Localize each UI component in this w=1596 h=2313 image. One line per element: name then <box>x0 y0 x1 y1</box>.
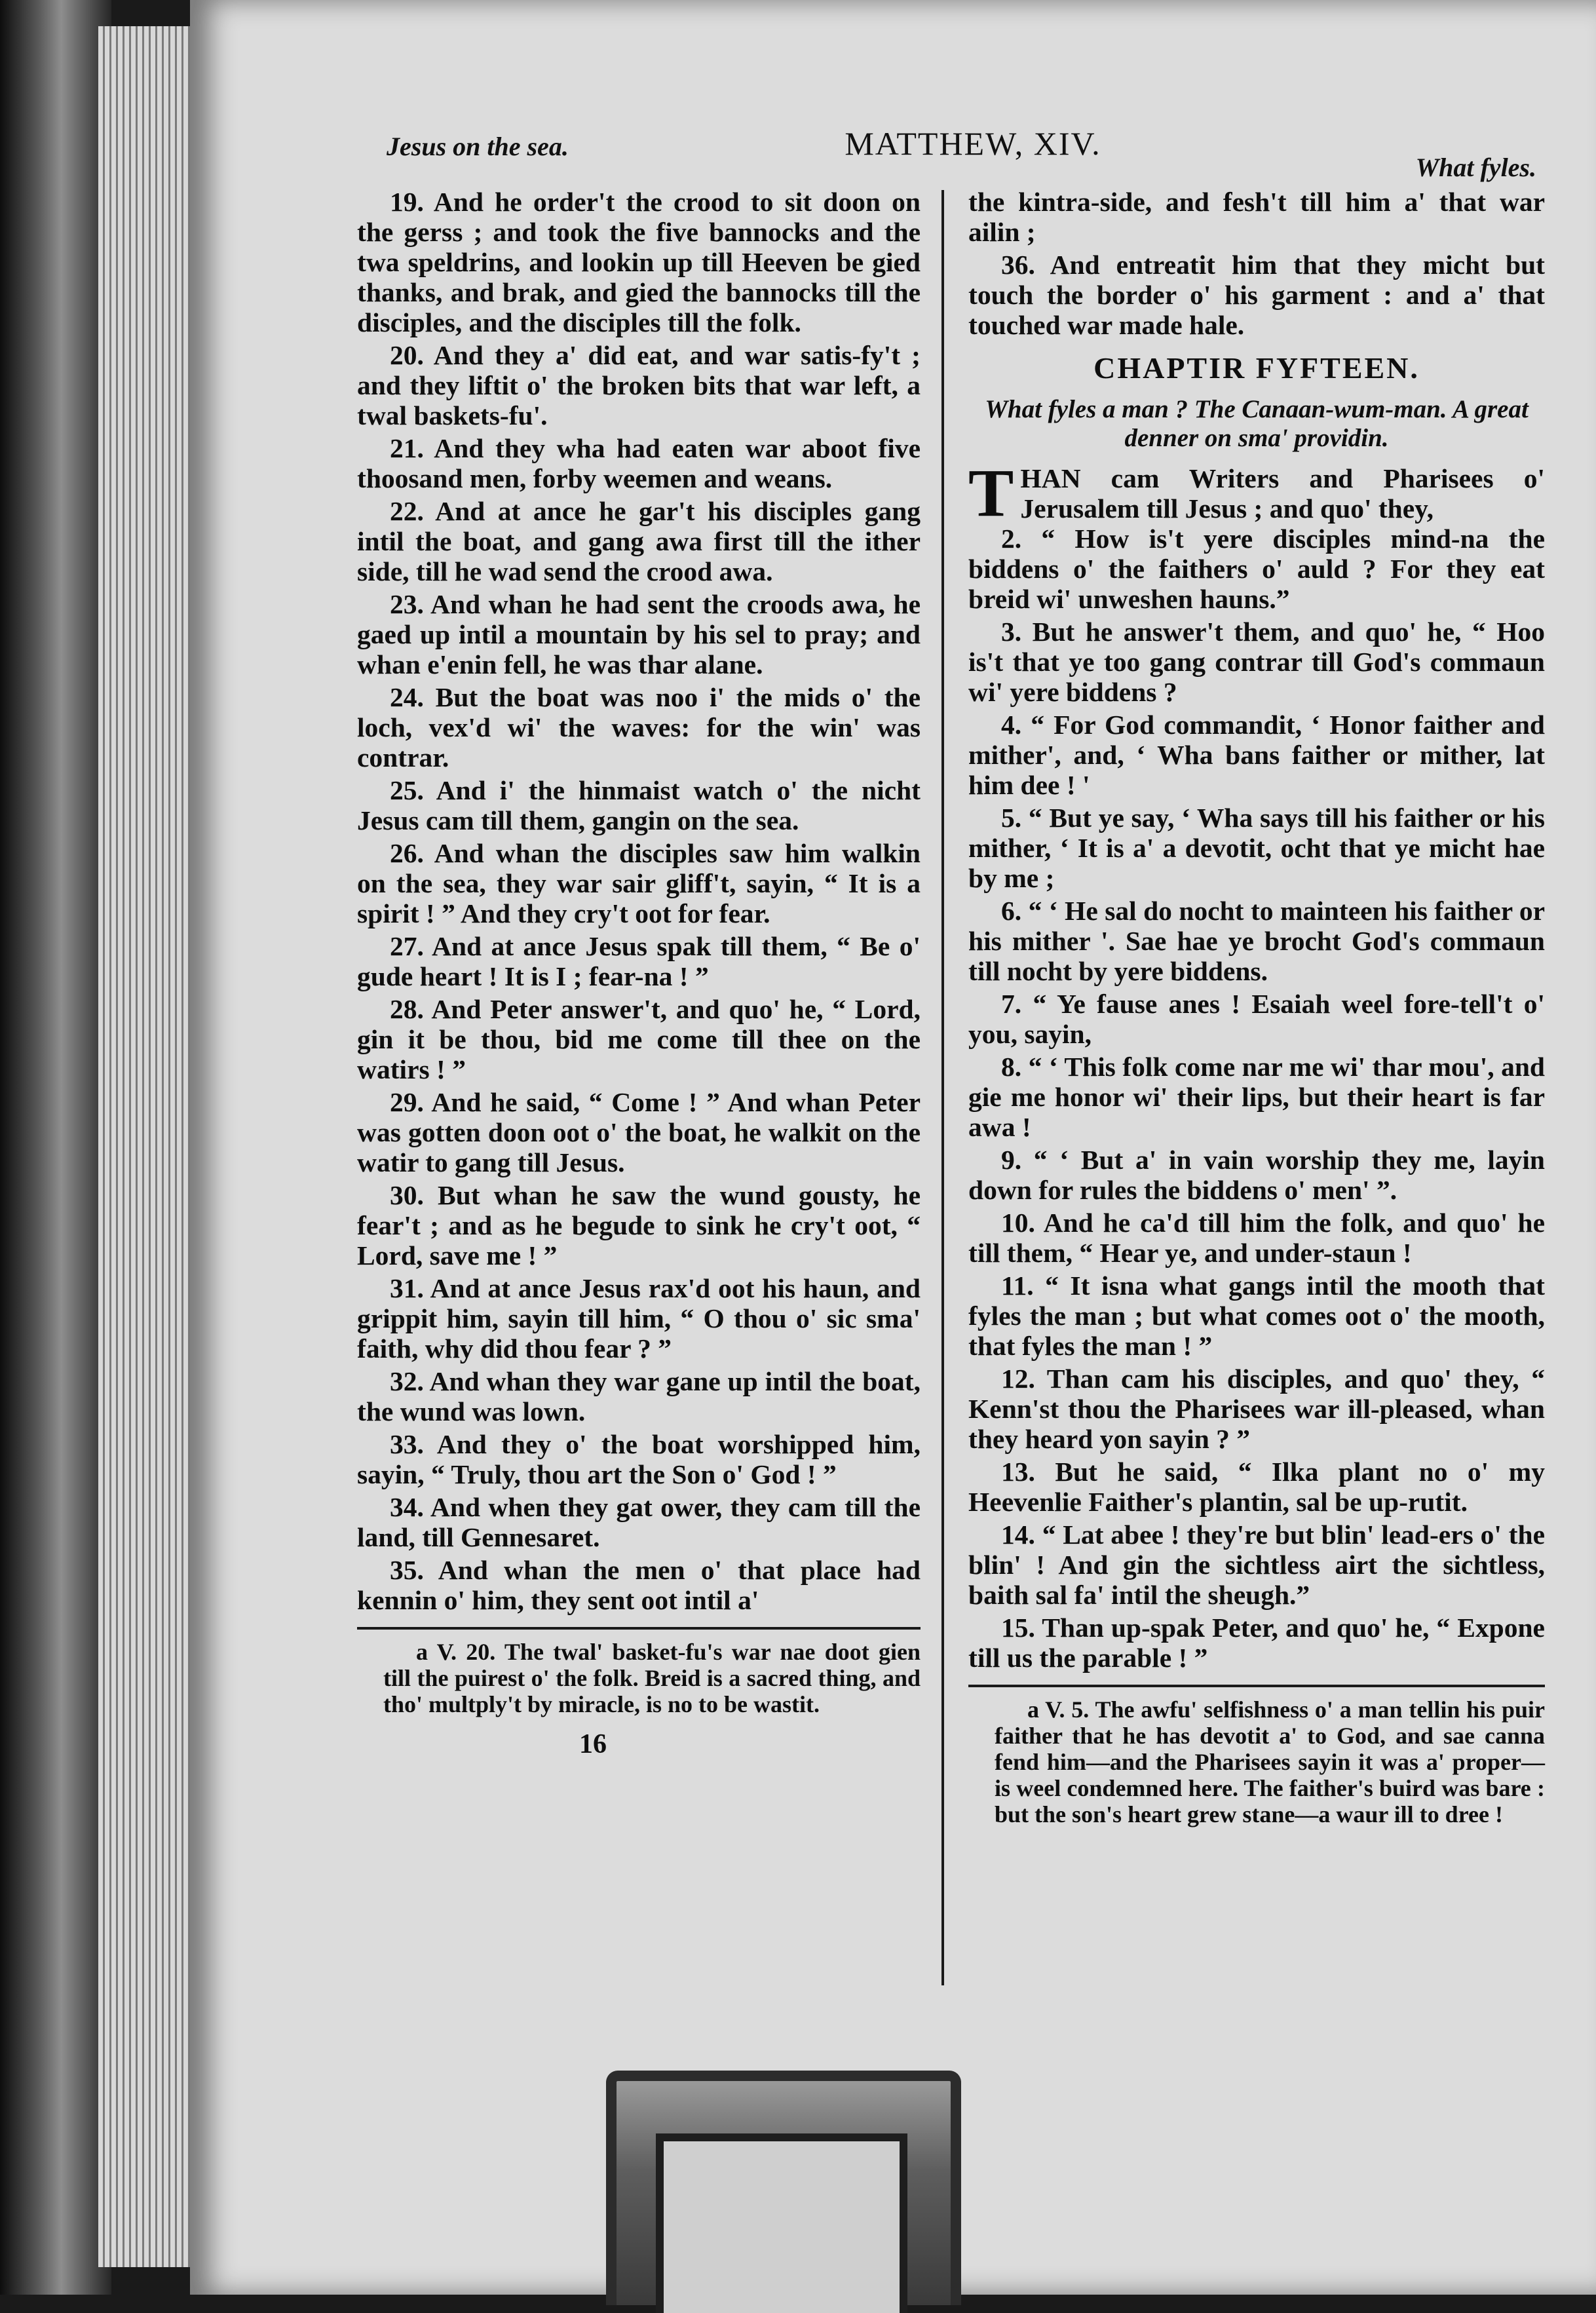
verse-text: But he answer't them, and quo' he, “ Hoo is't that ye too gang contrar till God's commaun wi' yere biddens ? <box>968 617 1545 707</box>
verse <box>968 1271 1545 1361</box>
verse-number: 35. <box>390 1555 424 1585</box>
right-verse-list <box>968 524 1545 1673</box>
verse-text: “ ‘ He sal do nocht to mainteen his faither or his mither '. Sae hae ye brocht God's commaun till nocht by yere biddens. <box>968 896 1545 986</box>
running-head-right: What fyles. <box>1415 153 1536 182</box>
verse-text: But he said, “ Ilka plant no o' my Heevenlie Faither's plantin, sal be up-rutit. <box>968 1457 1545 1517</box>
verse-text: “ ‘ But a' in vain worship they me, layin down for rules the biddens o' men' ”. <box>968 1145 1545 1205</box>
verse-text: And they o' the boat worshipped him, sayin, “ Truly, thou art the Son o' God ! ” <box>357 1429 921 1489</box>
verse <box>357 1555 921 1615</box>
verse-number: 15. <box>1001 1613 1035 1643</box>
verse-text: And whan the men o' that place had kennin o' him, they sent oot intil a' <box>357 1555 921 1615</box>
verse <box>357 775 921 835</box>
verse-number: 27. <box>390 931 424 961</box>
verse-number: 13. <box>1001 1457 1035 1487</box>
holder-clip-opening <box>656 2133 907 2313</box>
verse-text: Than cam his disciples, and quo' they, “ Kenn'st thou the Pharisees war ill-pleased, whan they heard yon sayin ? ” <box>968 1364 1545 1454</box>
verse-text: And entreatit him that they micht but touch the border o' his garment : and a' that touched war made hale. <box>968 250 1545 340</box>
verse <box>968 896 1545 986</box>
first-verse-text: HAN cam Writers and Pharisees o' Jerusalem till Jesus ; and quo' they, <box>1020 463 1545 524</box>
verse-number: 11. <box>1001 1271 1034 1301</box>
verse <box>357 931 921 991</box>
chapter-first-verse <box>968 455 1545 531</box>
verse-text: “ Ye fause anes ! Esaiah weel fore-tell't o' you, sayin, <box>968 989 1545 1049</box>
verse-number: 9. <box>1001 1145 1022 1175</box>
verse-text: And i' the hinmaist watch o' the nicht Jesus cam till them, gangin on the sea. <box>357 775 921 835</box>
verse-text: And he said, “ Come ! ” And whan Peter was gotten doon oot o' the boat, he walkit on the watir to gang till Jesus. <box>357 1087 921 1177</box>
verse <box>357 589 921 679</box>
verse-number: 29. <box>390 1087 424 1117</box>
verse-number: 5. <box>1001 803 1022 833</box>
verse-text: But whan he saw the wund gousty, he fear't ; and as he begude to sink he cry't oot, “ Lord, save me ! ” <box>357 1180 921 1271</box>
verse-number: 8. <box>1001 1052 1022 1082</box>
column-divider <box>941 190 944 1985</box>
verse-number: 28. <box>390 994 424 1024</box>
running-head-left: Jesus on the sea. <box>387 132 569 161</box>
right-verse-list-top <box>968 187 1545 340</box>
verse-number: 22. <box>390 496 424 526</box>
verse-number: 4. <box>1001 710 1022 740</box>
verse <box>357 433 921 493</box>
verse <box>357 340 921 430</box>
verse-text: And whan they war gane up intil the boat, the wund was lown. <box>357 1366 921 1426</box>
right-column <box>968 187 1545 1827</box>
verse-text: Than up-spak Peter, and quo' he, “ Expone till us the parable ! ” <box>968 1613 1545 1673</box>
footnote-right: a V. 5. The awfu' selfishness o' a man tellin his puir faither that he has devotit a' to God, and sae canna fend him—and the Pharisees sayin it was a' proper—is weel condemned here. The faither's buird was bare : but the son's heart grew stane—a waur ill to dree ! <box>995 1696 1545 1827</box>
verse-text: And they a' did eat, and war satis-fy't ; and they liftit o' the broken bits that war left, a twal baskets-fu'. <box>357 340 921 430</box>
verse <box>357 1087 921 1177</box>
verse-number: 26. <box>390 838 424 868</box>
verse <box>357 994 921 1084</box>
verse <box>968 524 1545 614</box>
drop-cap: T <box>968 455 1014 531</box>
verse <box>357 1273 921 1364</box>
verse-text: “ How is't yere disciples mind-na the biddens o' the faithers o' auld ? For they eat breid wi' unweshen hauns.” <box>968 524 1545 614</box>
verse-number: 23. <box>390 589 424 619</box>
verse-text: “ It isna what gangs intil the mooth that fyles the man ; but what comes oot o' the mooth, that fyles the man ! ” <box>968 1271 1545 1361</box>
verse-number: 3. <box>1001 617 1022 647</box>
verse-text: “ For God commandit, ‘ Honor faither and mither', and, ‘ Wha bans faither or mither, lat him dee ! ' <box>968 710 1545 800</box>
verse <box>968 1052 1545 1142</box>
verse-number: 36. <box>1001 250 1035 280</box>
verse-number: 14. <box>1001 1520 1035 1550</box>
chapter-summary: What fyles a man ? The Canaan-wum-man. A great denner on sma' providin. <box>985 395 1529 452</box>
verse-number: 6. <box>1001 896 1022 926</box>
verse <box>968 1520 1545 1610</box>
footnote-left: a V. 20. The twal' basket-fu's war nae doot gien till the puirest o' the folk. Breid is a sacred thing, and tho' multply't by miracle, is no to be wastit. <box>383 1639 921 1717</box>
verse-number: 33. <box>390 1429 424 1459</box>
verse-number: 34. <box>390 1492 424 1522</box>
verse <box>968 1613 1545 1673</box>
verse-text: And whan he had sent the croods awa, he gaed up intil a mountain by his sel to pray; and whan e'enin fell, he was thar alane. <box>357 589 921 679</box>
verse <box>968 1145 1545 1205</box>
verse-number: 12. <box>1001 1364 1035 1394</box>
verse-number: 30. <box>390 1180 424 1210</box>
book-spine-shadow <box>0 0 111 2295</box>
verse-text: And they wha had eaten war aboot five thoosand men, forby weemen and weans. <box>357 433 921 493</box>
verse <box>968 710 1545 800</box>
verse <box>357 496 921 586</box>
verse-text: And at ance Jesus spak till them, “ Be o' gude heart ! It is I ; fear-na ! ” <box>357 931 921 991</box>
page-edges <box>98 26 197 2267</box>
verse-number: 10. <box>1001 1208 1035 1238</box>
footnote-divider <box>357 1627 921 1630</box>
chapter-title: CHAPTIR FYFTEEN. <box>1093 351 1420 385</box>
verse-text: And he ca'd till him the folk, and quo' he till them, “ Hear ye, and under-staun ! <box>968 1208 1545 1268</box>
verse <box>357 1492 921 1552</box>
verse <box>968 803 1545 893</box>
verse <box>968 250 1545 340</box>
verse <box>357 1429 921 1489</box>
page-number: 16 <box>579 1729 607 1759</box>
verse <box>357 1180 921 1271</box>
verse <box>968 617 1545 707</box>
verse-text: And when they gat ower, they cam till the land, till Gennesaret. <box>357 1492 921 1552</box>
verse <box>968 1364 1545 1454</box>
verse-number: 20. <box>390 340 424 370</box>
verse <box>357 187 921 337</box>
verse <box>357 838 921 928</box>
left-verse-list <box>357 187 921 1615</box>
verse-text: “ But ye say, ‘ Wha says till his faither or his mither, ‘ It is a' a devotit, ocht that ye micht hae by me ; <box>968 803 1545 893</box>
verse-number: 19. <box>390 187 424 217</box>
running-head-title: MATTHEW, XIV. <box>845 125 1101 162</box>
verse-number: 21. <box>390 433 424 463</box>
verse-number: 31. <box>390 1273 424 1303</box>
left-column <box>357 187 921 1759</box>
verse-text: And whan the disciples saw him walkin on the sea, they war sair gliff't, sayin, “ It is a spirit ! ” And they cry't oot for fear. <box>357 838 921 928</box>
verse-text: “ ‘ This folk come nar me wi' thar mou', and gie me honor wi' their lips, but their heart is far awa ! <box>968 1052 1546 1142</box>
verse-text: And he order't the crood to sit doon on the gerss ; and took the five bannocks and the twa speldrins, and lookin up till Heeven be gied thanks, and brak, and gied the bannocks till the disciples, and the disciples till the folk. <box>357 187 921 337</box>
verse-number: 32. <box>390 1366 424 1396</box>
footnote-divider <box>968 1685 1545 1687</box>
verse-text: “ Lat abee ! they're but blin' lead-ers o' the blin' ! And gin the sichtless airt the sichtless, baith sal fa' intil the sheugh.” <box>968 1520 1546 1610</box>
verse <box>968 187 1545 247</box>
verse-number: 2. <box>1001 524 1022 554</box>
verse-text: But the boat was noo i' the mids o' the loch, vex'd wi' the waves: for the win' was contrar. <box>357 682 921 773</box>
verse <box>357 682 921 773</box>
verse-text: And Peter answer't, and quo' he, “ Lord, gin it be thou, bid me come till thee on the watirs ! ” <box>357 994 921 1084</box>
verse-text: And at ance Jesus rax'd oot his haun, and grippit him, sayin till him, “ O thou o' sic sma' faith, why did thou fear ? ” <box>357 1273 921 1364</box>
running-head <box>387 124 1553 183</box>
verse-text: the kintra-side, and fesh't till him a' that war ailin ; <box>968 187 1545 247</box>
verse <box>357 1366 921 1426</box>
verse-text: And at ance he gar't his disciples gang intil the boat, and gang awa first till the ither side, till he wad send the crood awa. <box>357 496 921 586</box>
verse <box>968 989 1545 1049</box>
holder-clip <box>606 2071 961 2305</box>
verse-number: 7. <box>1001 989 1022 1019</box>
verse <box>968 1208 1545 1268</box>
verse <box>968 1457 1545 1517</box>
verse-number: 24. <box>390 682 424 712</box>
verse-number: 25. <box>390 775 424 805</box>
